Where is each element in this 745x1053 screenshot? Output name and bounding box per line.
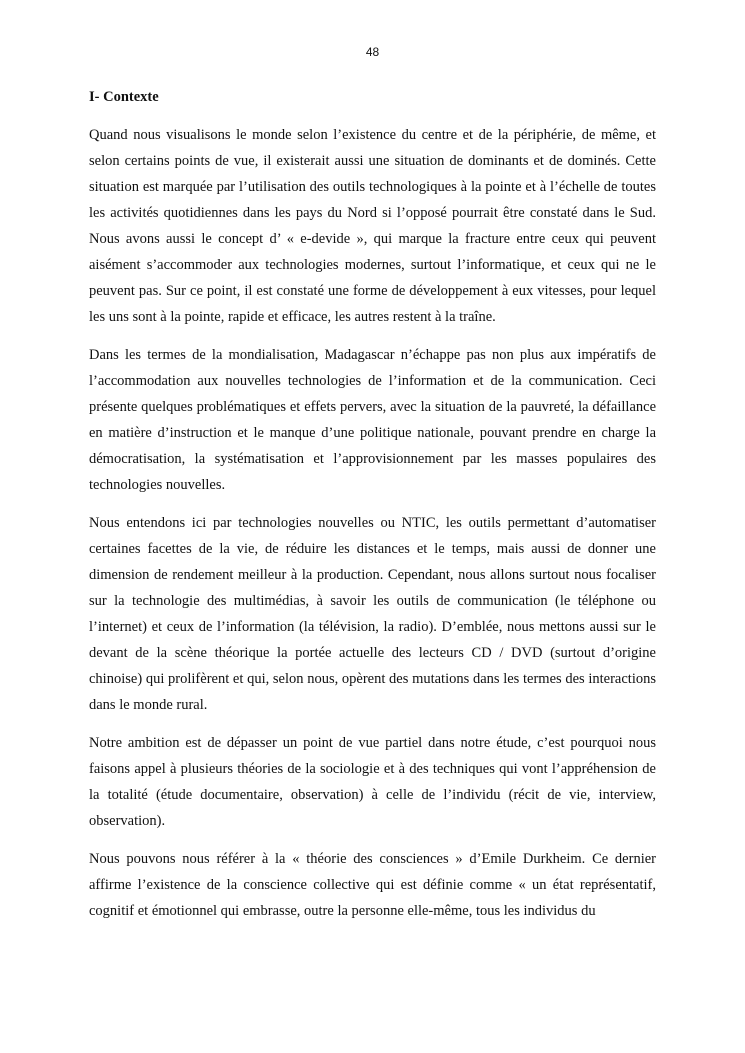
section-heading: I- Contexte [89,89,159,105]
page-number: 48 [365,45,380,59]
paragraph-2: Dans les termes de la mondialisation, Madagascar n’échappe pas non plus aux impératifs de l’accommodation aux nouvelles technologies de l’information et de la communication. Ceci présente quelques problématiques et effets pervers, avec la situation de la pauvreté, la défaillance en matière d’instruction et le manque d’une politique nationale, pouvant prendre en charge la démocratisation, la systématisation et l’approvisionnement par les masses populaires des technologies nouvelles. [89,347,656,493]
paragraph-5: Nous pouvons nous référer à la « théorie des consciences » d’Emile Durkheim. Ce dernier affirme l’existence de la conscience collective qui est définie comme « un état représentatif, cognitif et émotionnel qui embrasse, outre la personne elle-même, tous les individus du [89,851,656,919]
paragraph-3: Nous entendons ici par technologies nouvelles ou NTIC, les outils permettant d’automatiser certaines facettes de la vie, de réduire les distances et le temps, mais aussi de donner une dimension de rendement meilleur à la production. Cependant, nous allons surtout nous focaliser sur la technologie des multimédias, à savoir les outils de communication (le téléphone ou l’internet) et ceux de l’information (la télévision, la radio). D’emblée, nous mettons aussi sur le devant de la scène théorique la portée actuelle des lecteurs CD / DVD (surtout d’origine chinoise) qui prolifèrent et qui, selon nous, opèrent des mutations dans les termes des interactions dans le monde rural. [89,515,656,713]
paragraph-4: Notre ambition est de dépasser un point de vue partiel dans notre étude, c’est pourquoi nous faisons appel à plusieurs théories de la sociologie et à des techniques qui vont l’appréhension de la totalité (étude documentaire, observation) à celle de l’individu (récit de vie, interview, observation). [89,735,656,829]
paragraph-1: Quand nous visualisons le monde selon l’existence du centre et de la périphérie, de même, et selon certains points de vue, il existerait aussi une situation de dominants et de dominés. Cette situation est marquée par l’utilisation des outils technologiques à la pointe et à l’échelle de toutes les activités quotidiennes dans les pays du Nord si l’opposé pourrait être constaté dans le Sud. Nous avons aussi le concept d’ « e-devide », qui marque la fracture entre ceux qui peuvent aisément s’accommoder aux technologies modernes, surtout l’informatique, et ceux qui ne le peuvent pas. Sur ce point, il est constaté une forme de développement à eux vitesses, pour lequel les uns sont à la pointe, rapide et efficace, les autres restent à la traîne. [89,127,656,325]
document-body [89,86,656,936]
